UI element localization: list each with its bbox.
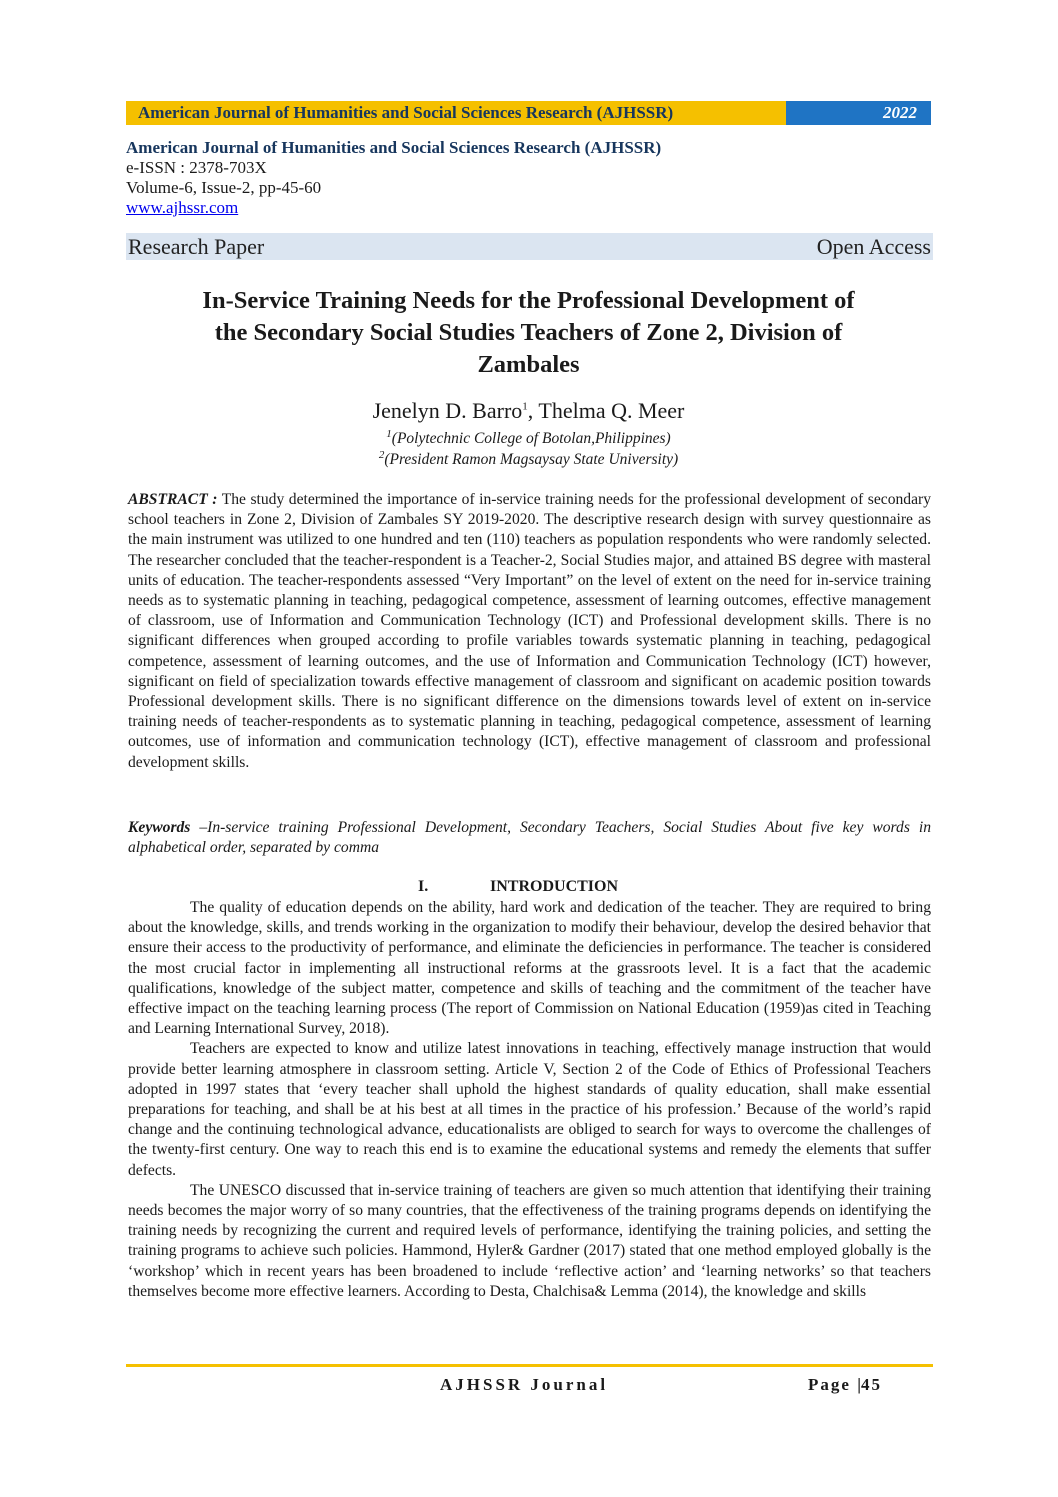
author-name: Jenelyn D. Barro	[372, 398, 523, 423]
access-type: Open Access	[816, 233, 931, 259]
affil-text: (Polytechnic College of Botolan,Philippines)	[391, 430, 671, 448]
abstract-text: The study determined the importance of in-service training needs for the professional development of secondary school teachers in Zone 2, Division of Zambales SY 2019-2020. The descriptive research design with survey questionnaire as the main instrument was utilized to one hundred and ten (110) teachers as population respondents who were randomly selected. The researcher concluded that the teacher-respondent is a Teacher-2, Social Studies major, and attained BS degree with masteral units of education. The teacher-respondents assessed “Very Important” on the level of extent on the need for in-service training needs as to systematic planning in teaching, pedagogical competence, assessment of learning outcomes, effective management of classroom, use of Information and Communication Technology (ICT) and Professional development skills. There is no significant differences when grouped according to profile variables towards systematic planning in teaching, pedagogical competence, assessment of learning outcomes, and the use of Information and Communication Technology (ICT) however, significant on field of specialization towards effective management of classroom and significant on academic position towards Professional development skills. There is no significant difference on the dimensions towards level of extent on in-service training needs of teacher-respondents as to systematic planning in teaching, pedagogical competence, assessment of learning outcomes, use of information and communication technology (ICT), effective management of classroom and professional development skills.	[128, 491, 931, 771]
keywords-label: Keywords	[128, 819, 191, 836]
journal-name: American Journal of Humanities and Social Sciences Research (AJHSSR)	[126, 138, 662, 157]
introduction-body	[128, 898, 931, 1302]
affil-mark: 2	[378, 449, 385, 461]
volume-issue: Volume-6, Issue-2, pp-45-60	[126, 178, 322, 197]
running-header	[126, 101, 931, 125]
page-separator: |	[857, 1375, 861, 1394]
affil-text: (President Ramon Magsaysay State University)	[384, 451, 679, 469]
paper-type-bar	[126, 233, 933, 260]
page-label: Page	[808, 1375, 851, 1394]
footer-journal: AJHSSR Journal	[440, 1375, 609, 1394]
author-name: Thelma Q. Meer	[538, 398, 685, 423]
author-separator: ,	[527, 398, 539, 423]
title-line: Zambales	[477, 351, 580, 378]
paragraph: Teachers are expected to know and utilize latest innovations in teaching, effectively manage instruction that would provide better learning atmosphere in classroom setting. Article V, Section 2 of the Code of Ethics of Professional Teachers adopted in 1997 states that ‘every teacher shall uphold the highest standards of quality education, shall make essential preparations for teaching, and shall be at his best at all times in the practice of his profession.’ Because of the world’s rapid change and the continuing technological advance, educationalists are obliged to search for ways to overcome the challenges of the twenty-first century. One way to reach this end is to examine the educational systems and remedy the elements that suffer defects.	[128, 1040, 931, 1179]
author-affil-mark: 1	[522, 400, 528, 413]
paragraph: The quality of education depends on the ability, hard work and dedication of the teacher. They are required to bring about the knowledge, skills, and trends working in the organization to modify their behaviour, develop the desired behavior that ensure their access to the productivity of performance, and eliminate the deficiencies in performance. The teacher is considered the most crucial factor in implementing all instructional reforms at the grassroots level. It is a fact that the academic qualifications, knowledge of the subject matter, competence and skills of teaching and the commitment of the teacher have effective impact on the teaching learning process (The report of Commission on National Education (1959)as cited in Teaching and Learning International Survey, 2018).	[128, 899, 931, 1038]
running-header-year: 2022	[786, 101, 931, 125]
eissn: e-ISSN : 2378-703X	[126, 158, 267, 177]
paper-type: Research Paper	[128, 233, 265, 259]
keywords	[128, 818, 931, 858]
paper-title	[126, 285, 931, 381]
abstract-label: ABSTRACT :	[128, 491, 218, 508]
section-title: INTRODUCTION	[490, 878, 619, 895]
paragraph: The UNESCO discussed that in-service training of teachers are given so much attention that identifying their training needs becomes the major worry of so many countries, that the effectiveness of the training programs depends on identifying the training needs by recognizing the current and required levels of performance, identifying the training policies, and setting the training programs to achieve such policies. Hammond, Hyler& Gardner (2017) stated that one method employed globally is the ‘workshop’ which in recent years has been broadened to include ‘reflective action’ and ‘learning networks’ so that teachers themselves become more effective learners. According to Desta, Chalchisa& Lemma (2014), the knowledge and skills	[128, 1181, 931, 1300]
affiliation	[126, 449, 931, 469]
footer-page	[808, 1375, 882, 1395]
page-number: 45	[860, 1375, 882, 1394]
journal-info	[126, 138, 931, 218]
running-header-journal: American Journal of Humanities and Social Sciences Research (AJHSSR)	[126, 101, 786, 125]
journal-website-link[interactable]: www.ajhssr.com	[126, 198, 239, 217]
keywords-text: –In-service training Professional Development, Secondary Teachers, Social Studies About five key words in alphabetical order, separated by comma	[128, 819, 931, 857]
affil-mark: 1	[386, 428, 392, 440]
footer-rule	[126, 1364, 933, 1367]
abstract	[128, 490, 931, 773]
section-number: I.	[418, 878, 429, 895]
title-line: In-Service Training Needs for the Professional Development of	[202, 287, 855, 314]
title-line: the Secondary Social Studies Teachers of Zone 2, Division of	[214, 319, 843, 346]
affiliation	[126, 428, 931, 448]
author-list	[126, 398, 931, 424]
